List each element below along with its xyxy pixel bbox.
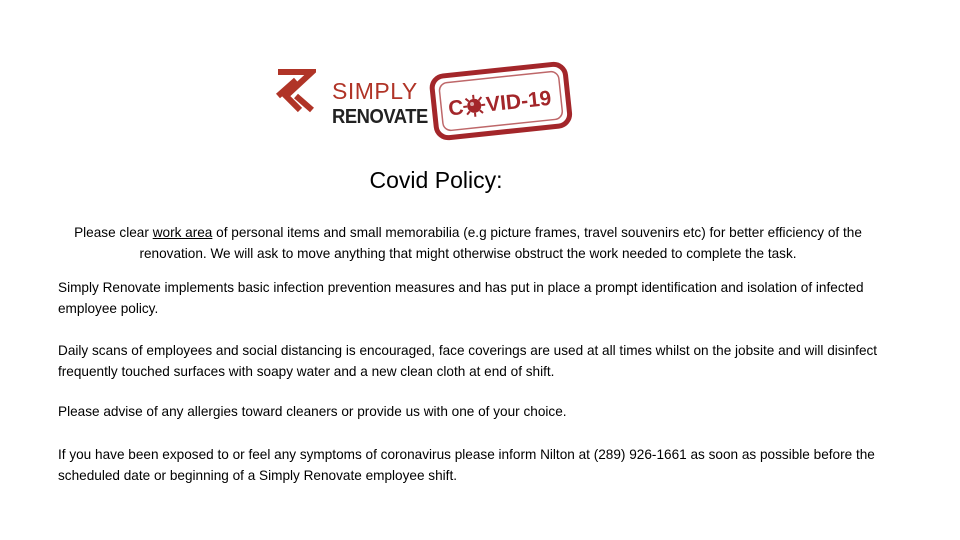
virus-icon bbox=[462, 94, 486, 118]
policy-paragraph-allergies: Please advise of any allergies toward cleaners or provide us with one of your choice. bbox=[58, 404, 567, 419]
stamp-text-c: C bbox=[447, 96, 465, 121]
covid-19-stamp bbox=[428, 56, 574, 148]
company-logo bbox=[274, 66, 428, 130]
para1-text-before: Please clear bbox=[74, 225, 153, 240]
policy-paragraph-daily-scans: Daily scans of employees and social distancing is encouraged, face coverings are used at all times whilst on the jobsite and will disinfect frequently touched surfaces with soapy water and a new clean cloth at end of shift. bbox=[58, 343, 878, 379]
policy-paragraph-exposure-contact: If you have been exposed to or feel any symptoms of coronavirus please inform Nilton at (289) 926-1661 as soon as possible before the scheduled date or beginning of a Simply Renovate employee shift. bbox=[58, 447, 875, 483]
logo-text-renovate: RENOVATE bbox=[332, 106, 428, 128]
stamp-text-vid19: VID-19 bbox=[485, 86, 553, 117]
page-title: Covid Policy: bbox=[369, 167, 503, 193]
logo-text-simply: SIMPLY bbox=[332, 78, 418, 104]
logo-mark-icon bbox=[274, 66, 316, 116]
policy-paragraph-infection-prevention: Simply Renovate implements basic infection prevention measures and has put in place a prompt identification and isolation of infected employee policy. bbox=[58, 280, 864, 316]
policy-paragraph-work-area bbox=[50, 222, 886, 264]
para1-text-after: of personal items and small memorabilia (e.g picture frames, travel souvenirs etc) for better efficiency of the renovation. We will ask to move anything that might otherwise obstruct the work needed to complete the task. bbox=[139, 225, 862, 261]
work-area-link[interactable]: work area bbox=[152, 225, 213, 240]
